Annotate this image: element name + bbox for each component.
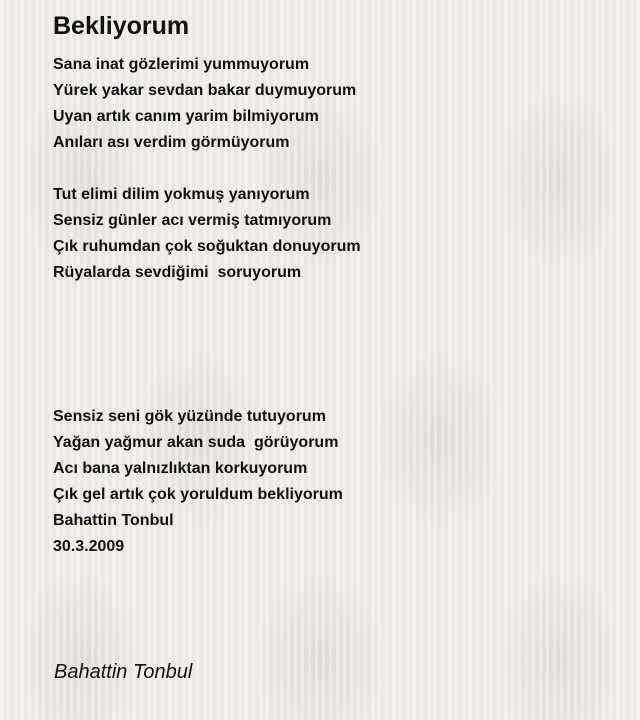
poem-line: Uyan artık canım yarim bilmiyorum (53, 108, 319, 125)
stanza-3 (53, 404, 613, 560)
poem-line: Anıları ası verdim görmüyorum (53, 134, 290, 151)
stanza-gap (53, 286, 613, 404)
poem-line: Yağan yağmur akan suda görüyorum (53, 434, 339, 451)
stanza-1 (53, 52, 613, 156)
poem-title: Bekliyorum (53, 12, 190, 40)
poem-line: Çık gel artık çok yoruldum bekliyorum (53, 486, 343, 503)
poem-line: Sensiz günler acı vermiş tatmıyorum (53, 212, 332, 229)
stanza-gap (53, 156, 613, 182)
poem-date: 30.3.2009 (53, 538, 125, 555)
poem-signature: Bahattin Tonbul (53, 512, 174, 529)
poem-line: Tut elimi dilim yokmuş yanıyorum (53, 186, 310, 203)
poem-line: Yürek yakar sevdan bakar duymuyorum (53, 82, 357, 99)
poem-line: Sana inat gözlerimi yummuyorum (53, 56, 310, 73)
poem-body (53, 52, 613, 560)
poem-line: Çık ruhumdan çok soğuktan donuyorum (53, 238, 361, 255)
stanza-2 (53, 182, 613, 286)
poem-line: Acı bana yalnızlıktan korkuyorum (53, 460, 308, 477)
poem-author: Bahattin Tonbul (54, 661, 193, 683)
poem-line: Rüyalarda sevdiğimi soruyorum (53, 264, 302, 281)
poem-line: Sensiz seni gök yüzünde tutuyorum (53, 408, 326, 425)
